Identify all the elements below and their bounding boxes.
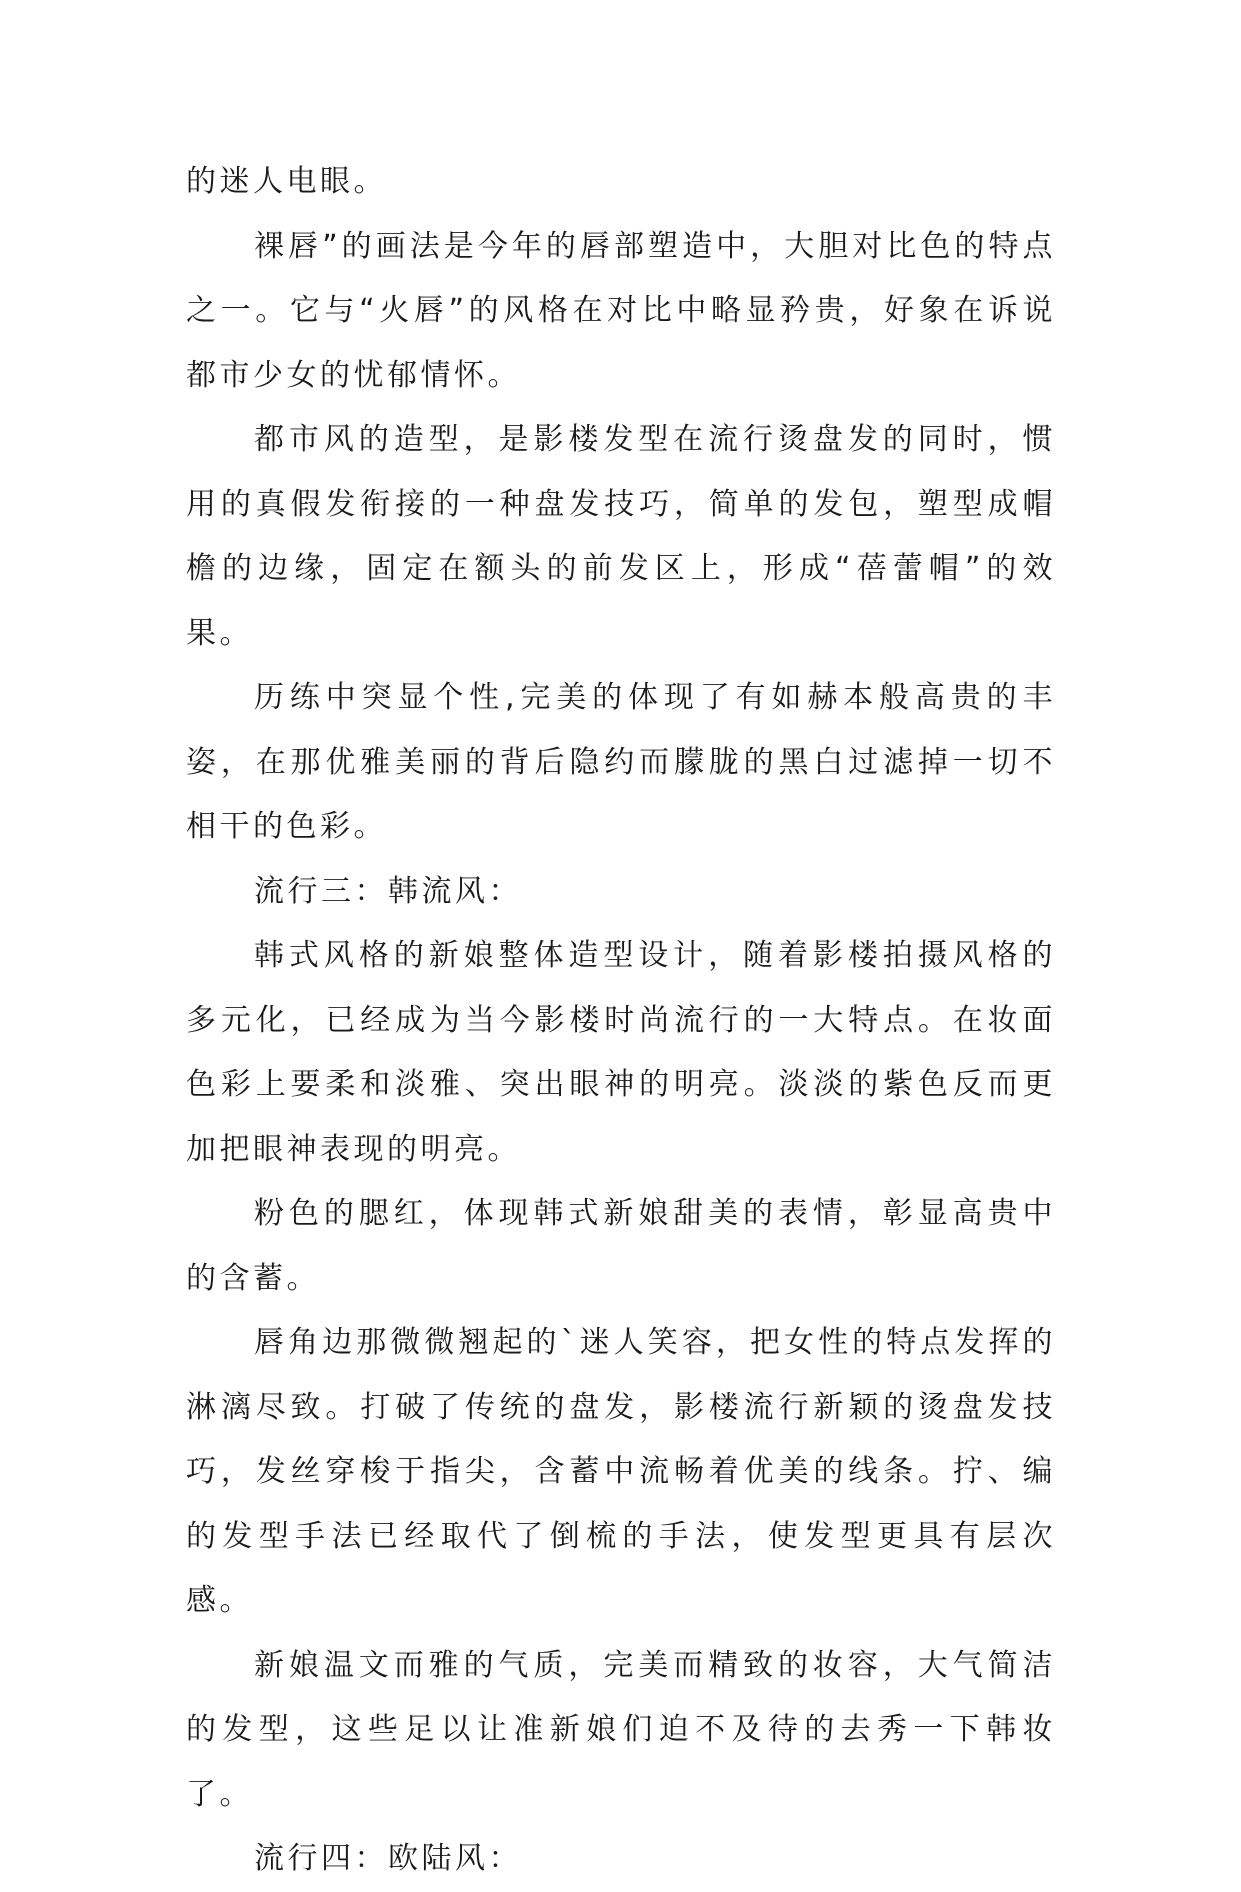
paragraph-bride-temperament: 新娘温文而雅的气质，完美而精致的妆容，大气简洁的发型，这些足以让准新娘们迫不及待的去秀一下韩妆了。 <box>186 1647 1056 1812</box>
paragraph-personality: 历练中突显个性,完美的体现了有如赫本般高贵的丰姿，在那优雅美丽的背后隐约而朦胧的黑白过滤掉一切不相干的色彩。 <box>186 680 1056 844</box>
paragraph-nude-lips: 裸唇”的画法是今年的唇部塑造中，大胆对比色的特点之一。它与“火唇”的风格在对比中略显矜贵，好象在诉说都市少女的忧郁情怀。 <box>186 228 1056 393</box>
document-body <box>186 150 1056 1892</box>
heading-trend-three: 流行三：韩流风： <box>254 873 522 909</box>
heading-trend-four: 流行四：欧陆风： <box>254 1841 522 1876</box>
paragraph-korean-style: 韩式风格的新娘整体造型设计，随着影楼拍摄风格的多元化，已经成为当今影楼时尚流行的一大特点。在妆面色彩上要柔和淡雅、突出眼神的明亮。淡淡的紫色反而更加把眼神表现的明亮。 <box>186 938 1056 1167</box>
paragraph-smile-hair: 唇角边那微微翘起的`迷人笑容，把女性的特点发挥的淋漓尽致。打破了传统的盘发，影楼流行新颖的烫盘发技巧，发丝穿梭于指尖，含蓄中流畅着优美的线条。拧、编的发型手法已经取代了倒梳的手法，使发型更具有层次感。 <box>186 1325 1056 1618</box>
paragraph-urban-style-hair: 都市风的造型，是影楼发型在流行烫盘发的同时，惯用的真假发衔接的一种盘发技巧，简单的发包，塑型成帽檐的边缘，固定在额头的前发区上，形成“蓓蕾帽”的效果。 <box>186 422 1056 651</box>
paragraph-continuation: 的迷人电眼。 <box>186 164 387 199</box>
paragraph-blush: 粉色的腮红，体现韩式新娘甜美的表情，彰显高贵中的含蓄。 <box>186 1196 1056 1296</box>
